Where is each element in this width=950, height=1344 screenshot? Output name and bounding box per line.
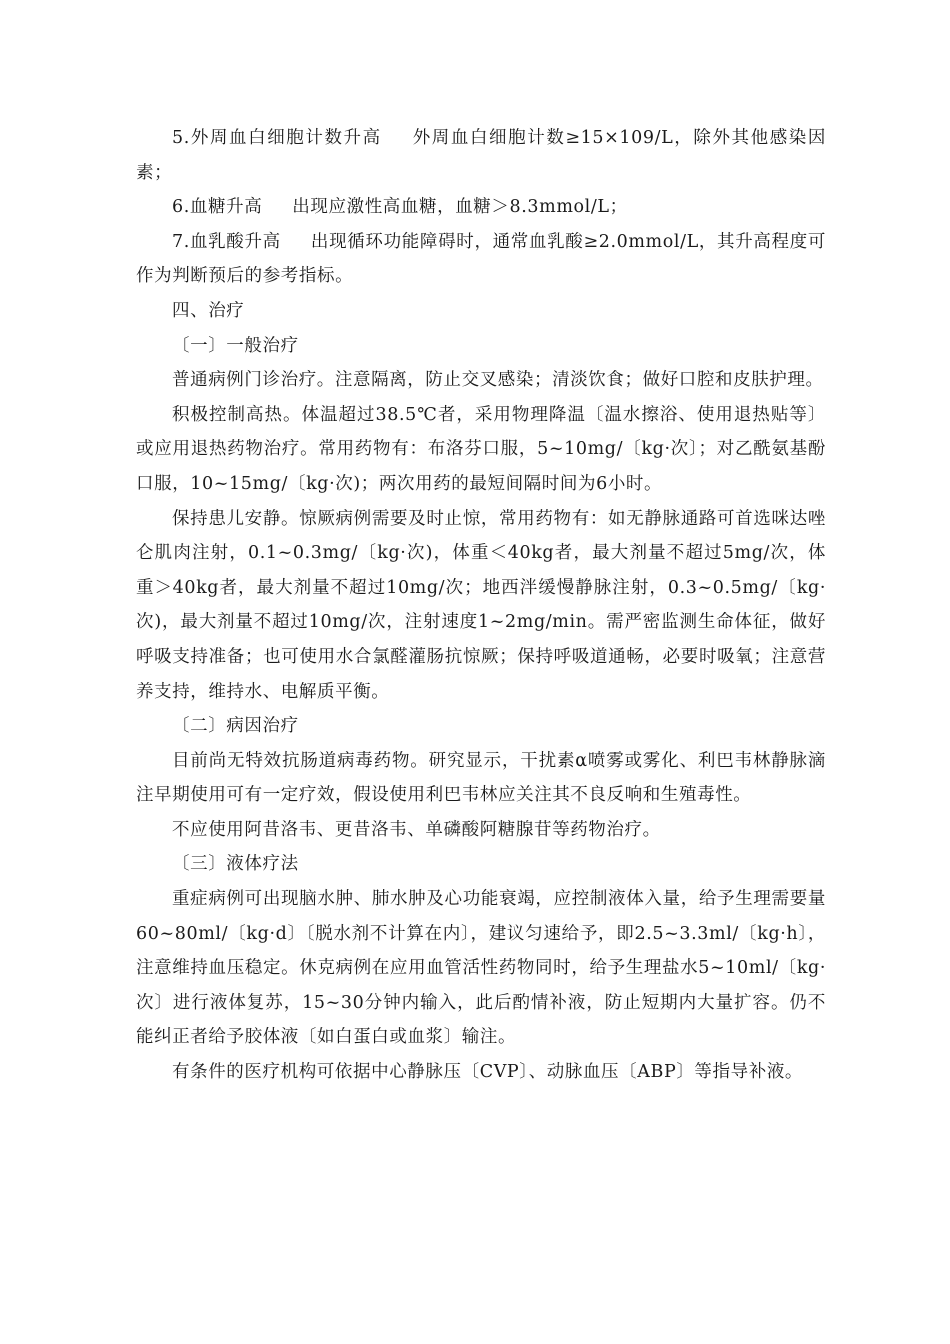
paragraph-lactate — [136, 225, 826, 294]
paragraph-antiviral: 目前尚无特效抗肠道病毒药物。研究显示，干扰素α喷雾或雾化、利巴韦林静脉滴注早期使用可有一定疗效，假设使用利巴韦林应关注其不良反响和生殖毒性。 — [136, 750, 826, 806]
paragraph-wbc — [136, 121, 826, 190]
section-heading-treatment: 四、治疗 — [172, 300, 245, 321]
item-text-wbc: 外周血白细胞计数≥15×109/L，除外其他感染因素； — [136, 128, 826, 183]
item-text-glucose: 出现应激性高血糖，血糖＞8.3mmol/L； — [292, 197, 628, 218]
paragraph-fluid-management: 重症病例可出现脑水肿、肺水肿及心功能衰竭，应控制液体入量，给予生理需要量60~80ml/〔kg·d〕〔脱水剂不计算在内〕，建议匀速给予，即2.5~3.3ml/〔kg·h〕，注意维持血压稳定。休克病例在应用血管活性药物同时，给予生理盐水5~10ml/〔kg·次〕进行液体复苏，15~30分钟内输入，此后酌情补液，防止短期内大量扩容。仍不能纠正者给予胶体液〔如白蛋白或血浆〕输注。 — [136, 889, 826, 1048]
paragraph-glucose — [136, 190, 826, 225]
subsection-heading-etiology-treatment: 〔二〕病因治疗 — [172, 716, 299, 737]
paragraph-fever-control: 积极控制高热。体温超过38.5℃者，采用物理降温〔温水擦浴、使用退热贴等〕或应用退热药物治疗。常用药物有：布洛芬口服，5~10mg/〔kg·次〕；对乙酰氨基酚口服，10~15mg/〔kg·次)；两次用药的最短间隔时间为6小时。 — [136, 404, 826, 494]
item-term-wbc: 5.外周血白细胞计数升高 — [172, 128, 382, 148]
item-text-lactate: 出现循环功能障碍时，通常血乳酸≥2.0mmol/L，其升高程度可作为判断预后的参考指标。 — [136, 231, 826, 287]
paragraph-contraindicated-drugs: 不应使用阿昔洛韦、更昔洛韦、单磷酸阿糖腺苷等药物治疗。 — [172, 819, 661, 840]
item-term-glucose: 6.血糖升高 — [172, 197, 263, 218]
paragraph-outpatient: 普通病例门诊治疗。注意隔离，防止交叉感染；清淡饮食；做好口腔和皮肤护理。 — [172, 370, 824, 391]
document-body — [136, 121, 826, 1090]
paragraph-monitoring: 有条件的医疗机构可依据中心静脉压〔CVP〕、动脉血压〔ABP〕等指导补液。 — [172, 1062, 804, 1083]
paragraph-seizure-control: 保持患儿安静。惊厥病例需要及时止惊，常用药物有：如无静脉通路可首选咪达唑仑肌肉注射，0.1~0.3mg/〔kg·次)，体重＜40kg者，最大剂量不超过5mg/次，体重＞40kg者，最大剂量不超过10mg/次；地西泮缓慢静脉注射，0.3~0.5mg/〔kg·次)，最大剂量不超过10mg/次，注射速度1~2mg/min。需严密监测生命体征，做好呼吸支持准备；也可使用水合氯醛灌肠抗惊厥；保持呼吸道通畅，必要时吸氧；注意营养支持，维持水、电解质平衡。 — [136, 508, 826, 702]
item-term-lactate: 7.血乳酸升高 — [172, 231, 281, 252]
subsection-heading-fluid-therapy: 〔三〕液体疗法 — [172, 854, 299, 875]
subsection-heading-general-treatment: 〔一〕一般治疗 — [172, 335, 299, 356]
